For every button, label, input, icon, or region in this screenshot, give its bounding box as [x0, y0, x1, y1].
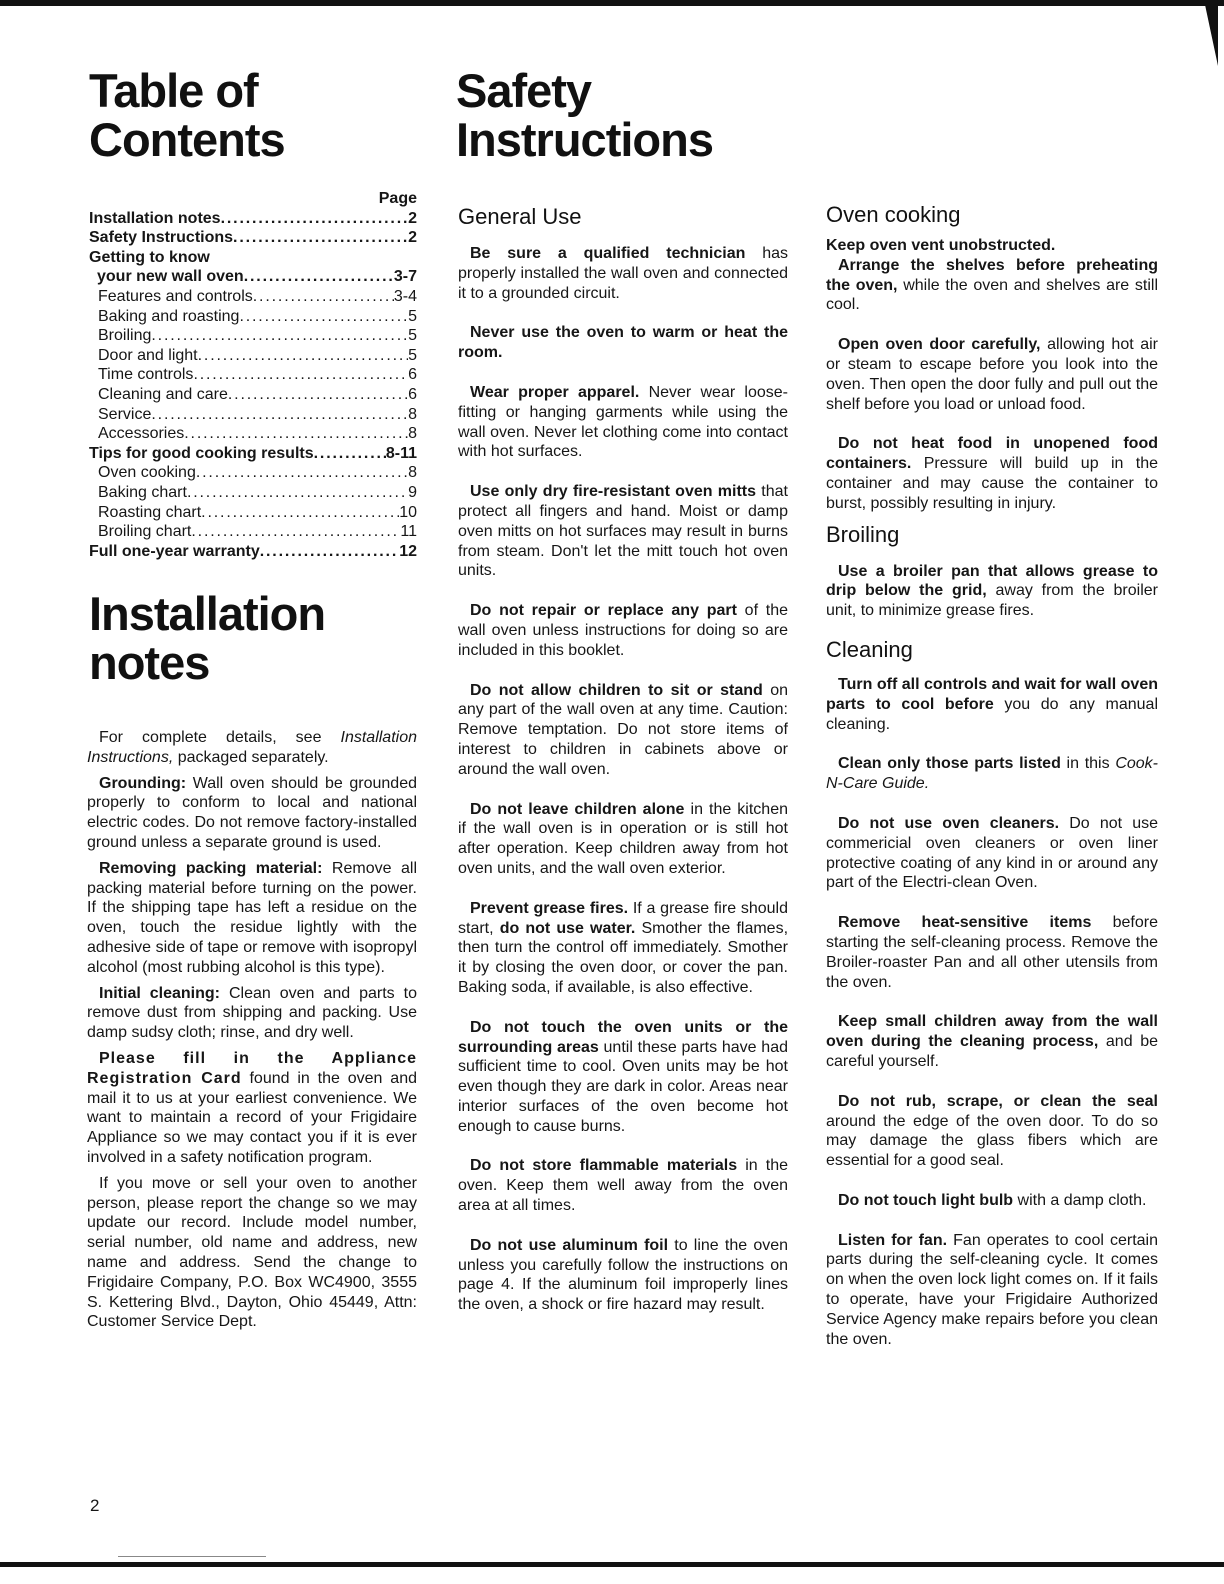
toc-entry [89, 365, 417, 385]
toc-entry-label: Installation notes [89, 209, 221, 227]
oven-cooking-heading: Oven cooking [826, 202, 961, 227]
toc-entry-label: Time controls [98, 366, 194, 384]
general-p5: Do not repair or replace any part of the wall oven unless instructions for doing so are included in this booklet. [458, 602, 788, 659]
grounding-note: Grounding: Wall oven should be grounded properly to conform to local and national electric codes. Do not remove factory-installed ground unless a separate ground is used. [87, 774, 417, 851]
general-p9: Do not touch the oven units or the surrounding areas until these parts have had sufficient time to cool. Oven units may be hot even though they are dark in color. Areas near interior surfaces of the oven become hot enough to cause burns. [458, 1018, 788, 1135]
broiling-heading: Broiling [826, 521, 900, 547]
packing-note: Removing packing material: Remove all packing material before turning on the power. If the shipping tape has left a residue on the oven, touch the residue lightly with the adhesive side of tape or remove with isopropyl alcohol (most rubbing alcohol is this type). [87, 859, 417, 976]
toc-leader-dots [260, 542, 399, 562]
toc-leader-dots [201, 503, 399, 523]
toc-entry-label: Service [98, 405, 152, 423]
toc-entry-label: Broiling [98, 327, 152, 345]
toc-entry [89, 405, 417, 425]
toc-leader-dots [184, 424, 408, 444]
toc-entry-label: Roasting chart [98, 503, 202, 521]
toc-entry-label: Getting to know [89, 248, 210, 266]
toc-entry [89, 463, 417, 483]
toc-entry-page: 6 [408, 366, 417, 384]
toc-entry [89, 424, 417, 444]
toc-leader-dots [196, 463, 408, 483]
toc-entry-label: your new wall oven [97, 268, 244, 286]
toc-entry-page: 8 [408, 425, 417, 443]
toc-entry [89, 522, 417, 542]
general-p3: Wear proper apparel. Never wear loose-fitting or hanging garments while using the wall oven. Never let clothing come into contact with hot surfaces. [458, 383, 788, 461]
toc-entry-label: Features and controls [98, 287, 253, 305]
table-of-contents [89, 189, 417, 561]
toc-entry-page: 5 [408, 307, 417, 325]
toc-entry [89, 287, 417, 307]
initial-cleaning-note: Initial cleaning: Clean oven and parts to remove dust from shipping and packing. Use damp sudsy cloth; rinse, and dry well. [87, 984, 417, 1042]
toc-entry [89, 346, 417, 366]
cleaning-p5: Keep small children away from the wall oven during the cleaning process, and be careful yourself. [826, 1013, 1158, 1070]
toc-entry [89, 248, 417, 268]
toc-title: Table of Contents [89, 64, 285, 166]
toc-entry [89, 385, 417, 405]
toc-entry-page: 8-11 [385, 444, 417, 462]
toc-entry-label: Baking chart [98, 483, 187, 501]
toc-entry [89, 267, 417, 287]
toc-leader-dots [314, 444, 386, 464]
move-note: If you move or sell your oven to another person, please report the change so we may update our record. Include model number, serial number, old name and address, new name and address. Send the change to Frigidaire Company, P.O. Box WC4900, 3555 S. Kettering Blvd., Dayton, Ohio 45449, Attn: Customer Service Dept. [87, 1174, 417, 1331]
cleaning-p4: Remove heat-sensitive items before starting the self-cleaning process. Remove the Broiler-roaster Pan and all other utensils from the oven. [826, 914, 1158, 991]
general-use-column [458, 204, 788, 1315]
toc-page-header: Page [378, 190, 417, 207]
toc-entry-page: 12 [399, 542, 417, 560]
footer-line [118, 1556, 266, 1557]
toc-entry-page: 3-4 [393, 287, 417, 305]
toc-leader-dots [239, 307, 408, 327]
toc-entry-page: 5 [408, 327, 417, 345]
toc-entry [89, 483, 417, 503]
oven-p1: Keep oven vent unobstructed. [826, 237, 1056, 254]
toc-leader-dots [193, 365, 408, 385]
toc-leader-dots [233, 228, 408, 248]
toc-entry-page: 2 [408, 229, 417, 247]
toc-entry-label: Oven cooking [98, 464, 196, 482]
toc-entry-page: 10 [399, 503, 417, 521]
toc-leader-dots [228, 385, 408, 405]
cleaning-p7: Do not touch light bulb with a damp cloth. [838, 1191, 1147, 1209]
toc-entry-label: Cleaning and care [98, 385, 228, 403]
general-p2: Never use the oven to warm or heat the room. [458, 324, 788, 362]
toc-entry-page: 3-7 [393, 268, 417, 286]
toc-entry-label: Accessories [98, 425, 185, 443]
right-column [826, 202, 1158, 1349]
toc-leader-dots [187, 483, 408, 503]
general-p11: Do not use aluminum foil to line the oven unless you carefully follow the instructions on page 4. If the aluminum foil improperly lines the oven, a shock or fire hazard may result. [458, 1236, 789, 1314]
toc-entry-page: 5 [408, 346, 417, 364]
toc-entry [89, 326, 417, 346]
toc-entry-label: Door and light [98, 346, 198, 364]
toc-entry [89, 307, 417, 327]
toc-entry-page: 9 [408, 483, 417, 501]
toc-leader-dots [253, 287, 394, 307]
toc-leader-dots [151, 326, 408, 346]
general-p10: Do not store flammable materials in the oven. Keep them well away from the oven area at all times. [458, 1157, 788, 1215]
toc-entry-page: 6 [408, 385, 417, 403]
general-p4: Use only dry fire-resistant oven mitts that protect all fingers and hand. Moist or damp oven mitts on hot surfaces may result in burns from steam. Don't let the mitt touch hot oven units. [458, 483, 788, 580]
toc-entry-label: Baking and roasting [98, 307, 240, 325]
toc-entry-label: Broiling chart [98, 523, 192, 541]
toc-leader-dots [221, 209, 409, 229]
safety-title: Safety Instructions [456, 64, 713, 166]
cleaning-p1: Turn off all controls and wait for wall oven parts to cool before you do any manual cleaning. [826, 675, 1158, 733]
toc-entry [89, 503, 417, 523]
toc-entry-label: Tips for good cooking results [89, 444, 314, 462]
toc-entry-label: Full one-year warranty [89, 542, 260, 560]
toc-entry [89, 542, 417, 562]
toc-leader-dots [151, 405, 408, 425]
cleaning-p8: Listen for fan. Fan operates to cool certain parts during the self-cleaning cycle. It comes on when the oven lock light comes on. If it fails to operate, have your Frigidaire Authorized Service Agency make repairs before you clean the oven. [826, 1231, 1159, 1348]
toc-leader-dots [244, 267, 394, 287]
oven-p4: Do not heat food in unopened food containers. Pressure will build up in the container and may cause the container to burst, possibly resulting in injury. [826, 435, 1158, 512]
cleaning-heading: Cleaning [826, 636, 913, 662]
cleaning-p2: Clean only those parts listed in this Cook-N-Care Guide. [826, 755, 1159, 793]
corner-mark [1204, 0, 1218, 66]
toc-list [89, 209, 417, 562]
toc-entry-page: 8 [408, 464, 417, 482]
toc-entry [89, 444, 417, 464]
installation-title: Installation notes [89, 587, 326, 689]
general-p8: Prevent grease fires. If a grease fire should start, do not use water. Smother the flames, then turn the control off immediately. Smother it by closing the oven door, or cover the pan. Baking soda, if available, is also effective. [458, 899, 789, 996]
broiling-p1: Use a broiler pan that allows grease to drip below the grid, away from the broiler unit, to minimize grease fires. [826, 562, 1158, 620]
cleaning-p6: Do not rub, scrape, or clean the seal around the edge of the oven door. To do so may damage the glass fibers which are essential for a good seal. [826, 1092, 1158, 1170]
toc-entry-page: 8 [408, 405, 417, 423]
toc-leader-dots [191, 522, 400, 542]
general-p7: Do not leave children alone in the kitchen if the wall oven is in operation or is still hot after operation. Keep children away from hot oven units, and the wall oven exterior. [458, 800, 789, 877]
general-p6: Do not allow children to sit or stand on any part of the wall oven at any time. Caution: Remove temptation. Do not store items of interest to children in cabinets above or around the wall oven. [458, 681, 788, 778]
page-number: 2 [90, 1496, 100, 1515]
toc-entry-label: Safety Instructions [89, 229, 234, 247]
oven-p3: Open oven door carefully, allowing hot air or steam to escape before you look into the oven. Then open the door fully and pull out the shelf before you load or unload food. [826, 336, 1159, 413]
registration-note: Please fill in the Appliance Registration Card found in the oven and mail it to us at your earliest convenience. We want to maintain a record of your Frigidaire Appliance so we may contact you if it is ever involved in a safety notification program. [87, 1049, 417, 1166]
general-use-heading: General Use [458, 204, 582, 229]
toc-leader-dots [198, 346, 408, 366]
toc-entry [89, 228, 417, 248]
general-p1: Be sure a qualified technician has properly installed the wall oven and connected it to a grounded circuit. [458, 245, 788, 302]
installation-notes [87, 728, 417, 1332]
bottom-rule [0, 1562, 1224, 1567]
top-rule [0, 0, 1224, 6]
oven-p2: Arrange the shelves before preheating the oven, while the oven and shelves are still cool. [826, 256, 1158, 314]
cleaning-p3: Do not use oven cleaners. Do not use commericial oven cleaners or oven liner protective coating of any kind in or around any part of the Electri-clean Oven. [826, 814, 1159, 892]
toc-entry [89, 209, 417, 229]
install-intro: For complete details, see Installation Instructions, packaged separately. [87, 729, 417, 766]
toc-entry-page: 2 [408, 209, 417, 227]
toc-entry-page: 11 [400, 523, 417, 541]
